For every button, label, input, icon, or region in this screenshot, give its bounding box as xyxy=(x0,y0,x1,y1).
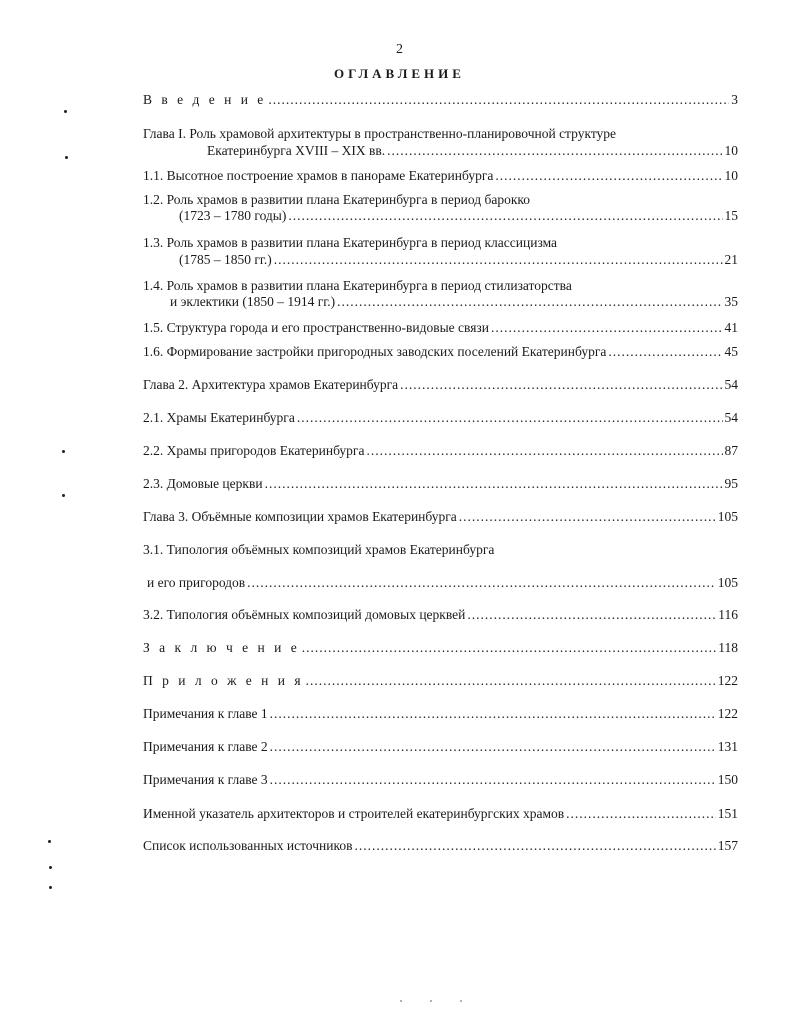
toc-entry-2-3 xyxy=(143,476,738,492)
toc-entry-1-2-line1: 1.2. Роль храмов в развитии плана Екатеринбурга в период барокко xyxy=(143,192,531,207)
toc-page: 122 xyxy=(717,706,738,721)
toc-leader xyxy=(268,92,729,108)
toc-entry-intro xyxy=(143,92,738,108)
toc-entry-notes-1 xyxy=(143,706,738,722)
toc-label: 2.1. Храмы Екатеринбурга xyxy=(143,410,295,425)
toc-leader xyxy=(459,509,716,525)
scan-speck xyxy=(400,1000,402,1002)
toc-page: 122 xyxy=(717,673,738,688)
toc-page: 10 xyxy=(724,168,738,183)
toc-page: 54 xyxy=(724,410,738,425)
toc-entry-1-4 xyxy=(170,294,738,310)
toc-page: 3 xyxy=(731,92,738,107)
toc-label: 2.3. Домовые церкви xyxy=(143,476,263,491)
toc-leader xyxy=(288,208,722,224)
toc-label: 1.6. Формирование застройки пригородных заводских поселений Екатеринбурга xyxy=(143,344,607,359)
toc-leader xyxy=(270,772,716,788)
scan-speck xyxy=(65,156,68,159)
toc-page: 10 xyxy=(724,143,738,158)
toc-label: Примечания к главе 3 xyxy=(143,772,268,787)
scan-speck xyxy=(49,866,52,869)
toc-label: (1723 – 1780 годы) xyxy=(179,208,287,223)
toc-page: 35 xyxy=(724,294,738,309)
toc-entry-1-3 xyxy=(179,252,738,268)
toc-leader xyxy=(400,377,722,393)
toc-label: З а к л ю ч е н и е xyxy=(143,640,300,655)
toc-label: Глава 3. Объёмные композиции храмов Екатеринбурга xyxy=(143,509,457,524)
toc-entry-name-index xyxy=(143,806,738,822)
toc-page: 41 xyxy=(724,320,738,335)
toc-page: 118 xyxy=(718,640,738,655)
toc-entry-1-3-line1: 1.3. Роль храмов в развитии плана Екатеринбурга в период классицизма xyxy=(143,235,558,250)
toc-page: 105 xyxy=(717,509,738,524)
toc-entry-ch1 xyxy=(207,143,738,159)
toc-label: В в е д е н и е xyxy=(143,92,267,107)
toc-leader xyxy=(270,706,716,722)
toc-label: П р и л о ж е н и я xyxy=(143,673,304,688)
toc-page: 151 xyxy=(717,806,738,821)
toc-page: 45 xyxy=(724,344,738,359)
toc-entry-bibliography xyxy=(143,838,738,854)
toc-leader xyxy=(297,410,723,426)
toc-leader xyxy=(467,607,716,623)
toc-leader xyxy=(337,294,722,310)
toc-leader xyxy=(366,443,722,459)
toc-leader xyxy=(270,739,716,755)
scan-speck xyxy=(62,450,65,453)
toc-entry-2-2 xyxy=(143,443,738,459)
toc-page: 54 xyxy=(724,377,738,392)
toc-leader xyxy=(566,806,716,822)
toc-page: 131 xyxy=(717,739,738,754)
toc-entry-notes-2 xyxy=(143,739,738,755)
toc-entry-2-1 xyxy=(143,410,738,426)
toc-entry-ch1-line1: Глава I. Роль храмовой архитектуры в пространственно-планировочной структуре xyxy=(143,126,617,141)
page-title: ОГЛАВЛЕНИЕ xyxy=(334,66,465,81)
toc-label: 2.2. Храмы пригородов Екатеринбурга xyxy=(143,443,365,458)
toc-entry-3-1 xyxy=(147,575,738,591)
toc-label: 3.2. Типология объёмных композиций домовых церквей xyxy=(143,607,466,622)
toc-label: Примечания к главе 2 xyxy=(143,739,268,754)
toc-page: 95 xyxy=(724,476,738,491)
scan-speck xyxy=(49,886,52,889)
toc-leader xyxy=(274,252,723,268)
toc-leader xyxy=(247,575,716,591)
toc-leader xyxy=(302,640,717,656)
toc-label: 1.1. Высотное построение храмов в панораме Екатеринбурга xyxy=(143,168,494,183)
toc-leader xyxy=(608,344,722,360)
toc-leader xyxy=(387,143,722,159)
toc-entry-ch2 xyxy=(143,377,738,393)
toc-entry-1-6 xyxy=(143,344,738,360)
toc-label: и его пригородов xyxy=(147,575,246,590)
scan-speck xyxy=(430,1000,432,1002)
toc-label: (1785 – 1850 гг.) xyxy=(179,252,272,267)
toc-label: Екатеринбурга XVIII – XIX вв. xyxy=(207,143,386,158)
toc-page: 116 xyxy=(718,607,738,622)
toc-entry-1-4-line1: 1.4. Роль храмов в развитии плана Екатеринбурга в период стилизаторства xyxy=(143,278,572,293)
toc-page: 150 xyxy=(717,772,738,787)
toc-entry-3-1-line1: 3.1. Типология объёмных композиций храмов Екатеринбурга xyxy=(143,542,495,557)
toc-entry-1-1 xyxy=(143,168,738,184)
toc-leader xyxy=(265,476,723,492)
toc-label: Глава 2. Архитектура храмов Екатеринбурга xyxy=(143,377,399,392)
scan-speck xyxy=(64,110,67,113)
page-number: 2 xyxy=(396,42,403,57)
scan-speck xyxy=(62,494,65,497)
toc-leader xyxy=(306,673,716,689)
toc-entry-1-5 xyxy=(143,320,738,336)
toc-entry-ch3 xyxy=(143,509,738,525)
toc-label: Примечания к главе 1 xyxy=(143,706,268,721)
toc-leader xyxy=(491,320,723,336)
toc-page: 105 xyxy=(717,575,738,590)
toc-entry-notes-3 xyxy=(143,772,738,788)
toc-entry-appendices xyxy=(143,673,738,689)
toc-page: 87 xyxy=(724,443,738,458)
toc-label: 1.5. Структура города и его пространственно-видовые связи xyxy=(143,320,489,335)
toc-page: 157 xyxy=(717,838,738,853)
toc-entry-conclusion xyxy=(143,640,738,656)
toc-page: 15 xyxy=(724,208,738,223)
toc-entry-3-2 xyxy=(143,607,738,623)
toc-label: Именной указатель архитекторов и строителей екатеринбургских храмов xyxy=(143,806,565,821)
toc-page: 21 xyxy=(724,252,738,267)
toc-leader xyxy=(495,168,722,184)
scan-speck xyxy=(48,840,51,843)
toc-entry-1-2 xyxy=(179,208,738,224)
toc-label: и эклектики (1850 – 1914 гг.) xyxy=(170,294,336,309)
scan-speck xyxy=(460,1000,462,1002)
toc-leader xyxy=(354,838,715,854)
toc-label: Список использованных источников xyxy=(143,838,353,853)
